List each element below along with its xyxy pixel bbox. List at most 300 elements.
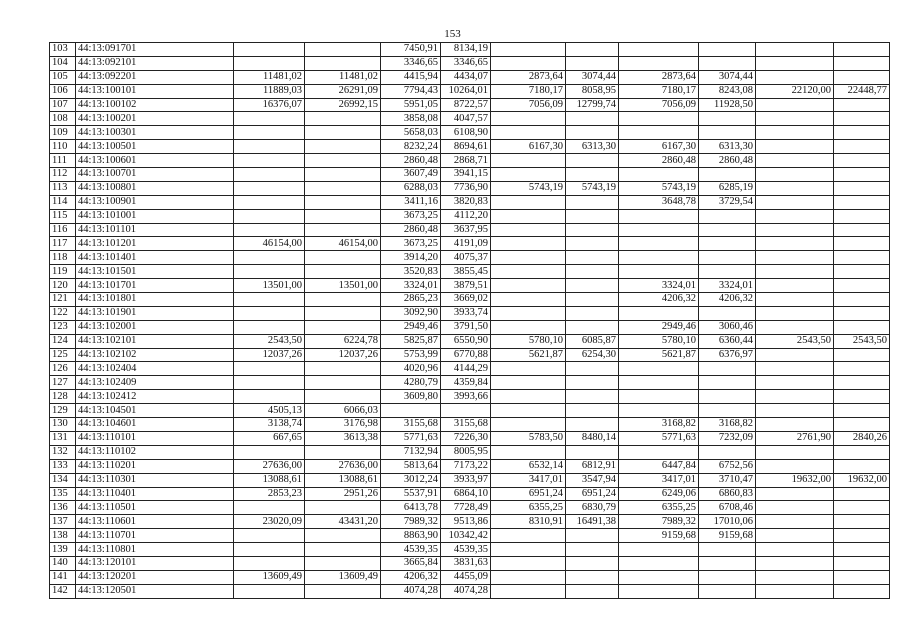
value-cell [234,529,305,543]
row-number-cell: 139 [50,543,76,557]
value-cell [305,195,381,209]
value-cell [756,223,834,237]
value-cell: 3074,44 [566,70,619,84]
value-cell [834,279,890,293]
value-cell [699,168,756,182]
value-cell [619,306,699,320]
value-cell: 3729,54 [699,195,756,209]
value-cell [699,112,756,126]
value-cell [619,168,699,182]
value-cell [234,265,305,279]
cadastral-code-cell: 44:13:101701 [76,279,234,293]
value-cell [566,306,619,320]
cadastral-code-cell: 44:13:110102 [76,445,234,459]
value-cell: 3607,49 [381,168,441,182]
value-cell [834,348,890,362]
value-cell [566,570,619,584]
value-cell: 6313,30 [699,140,756,154]
cadastral-code-cell: 44:13:110801 [76,543,234,557]
value-cell [566,195,619,209]
table-row [50,529,890,543]
value-cell [566,168,619,182]
value-cell: 3933,74 [441,306,491,320]
value-cell: 6708,46 [699,501,756,515]
row-number-cell: 118 [50,251,76,265]
value-cell: 6254,30 [566,348,619,362]
value-cell: 6285,19 [699,181,756,195]
value-cell [491,584,566,598]
value-cell: 5951,05 [381,98,441,112]
value-cell: 3520,83 [381,265,441,279]
table-row [50,265,890,279]
value-cell: 5783,50 [491,431,566,445]
value-cell: 27636,00 [305,459,381,473]
table-row [50,56,890,70]
table-row [50,251,890,265]
value-cell [305,154,381,168]
value-cell [834,195,890,209]
value-cell: 11928,50 [699,98,756,112]
cadastral-code-cell: 44:13:101201 [76,237,234,251]
value-cell [491,126,566,140]
value-cell [305,112,381,126]
value-cell [756,529,834,543]
value-cell: 8694,61 [441,140,491,154]
value-cell: 3673,25 [381,209,441,223]
cadastral-code-cell: 44:13:092101 [76,56,234,70]
value-cell [491,529,566,543]
value-cell [234,154,305,168]
row-number-cell: 113 [50,181,76,195]
value-cell [305,181,381,195]
value-cell [234,126,305,140]
row-number-cell: 140 [50,556,76,570]
value-cell: 5743,19 [491,181,566,195]
value-cell [305,543,381,557]
table-row [50,487,890,501]
table-row [50,543,890,557]
value-cell: 10264,01 [441,84,491,98]
row-number-cell: 130 [50,418,76,432]
value-cell [566,43,619,57]
value-cell: 7232,09 [699,431,756,445]
value-cell [834,487,890,501]
cadastral-code-cell: 44:13:102101 [76,334,234,348]
value-cell [566,112,619,126]
value-cell: 12799,74 [566,98,619,112]
value-cell: 2873,64 [619,70,699,84]
value-cell: 3547,94 [566,473,619,487]
value-cell [234,168,305,182]
value-cell [699,251,756,265]
value-cell: 2873,64 [491,70,566,84]
value-cell [491,265,566,279]
value-cell: 5771,63 [381,431,441,445]
value-cell: 3092,90 [381,306,441,320]
row-number-cell: 119 [50,265,76,279]
table-row [50,98,890,112]
value-cell: 22448,77 [834,84,890,98]
row-number-cell: 122 [50,306,76,320]
value-cell [834,570,890,584]
row-number-cell: 116 [50,223,76,237]
cadastral-code-cell: 44:13:100501 [76,140,234,154]
value-cell: 8722,57 [441,98,491,112]
table-row [50,418,890,432]
value-cell: 3176,98 [305,418,381,432]
value-cell [699,584,756,598]
value-cell: 3858,08 [381,112,441,126]
value-cell: 6360,44 [699,334,756,348]
row-number-cell: 117 [50,237,76,251]
value-cell [234,376,305,390]
value-cell [491,56,566,70]
row-number-cell: 123 [50,320,76,334]
value-cell: 4505,13 [234,404,305,418]
value-cell [756,459,834,473]
value-cell: 2860,48 [619,154,699,168]
value-cell [756,209,834,223]
value-cell: 5537,91 [381,487,441,501]
value-cell: 9159,68 [699,529,756,543]
table-row [50,348,890,362]
value-cell [834,98,890,112]
row-number-cell: 121 [50,293,76,307]
row-number-cell: 131 [50,431,76,445]
value-cell [834,154,890,168]
cadastral-code-cell: 44:13:110501 [76,501,234,515]
value-cell: 7180,17 [619,84,699,98]
value-cell: 3648,78 [619,195,699,209]
value-cell [756,43,834,57]
value-cell: 5825,87 [381,334,441,348]
value-cell: 17010,06 [699,515,756,529]
value-cell [619,584,699,598]
value-cell [699,404,756,418]
value-cell: 5621,87 [491,348,566,362]
value-cell: 6951,24 [491,487,566,501]
value-cell [834,209,890,223]
value-cell: 13501,00 [305,279,381,293]
cadastral-code-cell: 44:13:110301 [76,473,234,487]
value-cell [756,376,834,390]
value-cell: 7132,94 [381,445,441,459]
value-cell [756,154,834,168]
value-cell: 667,65 [234,431,305,445]
value-cell [699,306,756,320]
value-cell [491,376,566,390]
cadastral-code-cell: 44:13:100102 [76,98,234,112]
value-cell: 9159,68 [619,529,699,543]
value-cell [619,237,699,251]
value-cell [234,390,305,404]
value-cell [756,362,834,376]
value-cell: 9513,86 [441,515,491,529]
value-cell [305,529,381,543]
value-cell: 6951,24 [566,487,619,501]
data-table [49,42,890,599]
value-cell [834,223,890,237]
value-cell [566,251,619,265]
value-cell [699,556,756,570]
value-cell: 26992,15 [305,98,381,112]
value-cell: 2949,46 [619,320,699,334]
value-cell: 19632,00 [756,473,834,487]
row-number-cell: 126 [50,362,76,376]
table-row [50,237,890,251]
row-number-cell: 132 [50,445,76,459]
value-cell: 3411,16 [381,195,441,209]
value-cell [491,154,566,168]
value-cell [834,376,890,390]
table-row [50,584,890,598]
value-cell [834,404,890,418]
value-cell: 7056,09 [491,98,566,112]
row-number-cell: 115 [50,209,76,223]
value-cell [305,556,381,570]
value-cell [566,362,619,376]
value-cell: 8005,95 [441,445,491,459]
value-cell [756,126,834,140]
value-cell: 6355,25 [619,501,699,515]
value-cell: 8480,14 [566,431,619,445]
value-cell [834,459,890,473]
value-cell [834,543,890,557]
value-cell [619,251,699,265]
value-cell [491,320,566,334]
value-cell [381,404,441,418]
table-row [50,43,890,57]
value-cell [756,348,834,362]
value-cell: 4075,37 [441,251,491,265]
value-cell: 19632,00 [834,473,890,487]
value-cell [234,362,305,376]
value-cell [834,501,890,515]
value-cell: 16376,07 [234,98,305,112]
cadastral-code-cell: 44:13:110101 [76,431,234,445]
value-cell: 4539,35 [381,543,441,557]
value-cell: 6447,84 [619,459,699,473]
cadastral-code-cell: 44:13:102409 [76,376,234,390]
value-cell [566,445,619,459]
table-row [50,431,890,445]
value-cell [566,320,619,334]
value-cell: 6085,87 [566,334,619,348]
value-cell [566,390,619,404]
value-cell [566,154,619,168]
value-cell [491,556,566,570]
value-cell [756,515,834,529]
value-cell: 7056,09 [619,98,699,112]
value-cell: 3820,83 [441,195,491,209]
value-cell: 3855,45 [441,265,491,279]
value-cell [491,43,566,57]
value-cell [834,515,890,529]
page-number: 153 [444,28,461,40]
value-cell: 6413,78 [381,501,441,515]
row-number-cell: 141 [50,570,76,584]
row-number-cell: 110 [50,140,76,154]
value-cell: 3933,97 [441,473,491,487]
value-cell: 3637,95 [441,223,491,237]
value-cell [566,404,619,418]
table-row [50,168,890,182]
value-cell: 3609,80 [381,390,441,404]
value-cell: 3074,44 [699,70,756,84]
value-cell: 6167,30 [491,140,566,154]
value-cell [234,223,305,237]
value-cell: 5753,99 [381,348,441,362]
value-cell [234,140,305,154]
cadastral-code-cell: 44:13:102001 [76,320,234,334]
value-cell: 6355,25 [491,501,566,515]
value-cell: 6532,14 [491,459,566,473]
value-cell: 3346,65 [441,56,491,70]
value-cell [619,390,699,404]
value-cell: 3346,65 [381,56,441,70]
value-cell [756,320,834,334]
cadastral-code-cell: 44:13:100701 [76,168,234,182]
value-cell [305,306,381,320]
value-cell: 22120,00 [756,84,834,98]
value-cell [834,584,890,598]
value-cell [566,543,619,557]
cadastral-code-cell: 44:13:104501 [76,404,234,418]
value-cell: 23020,09 [234,515,305,529]
value-cell [756,543,834,557]
value-cell: 5813,64 [381,459,441,473]
value-cell [834,529,890,543]
value-cell [491,168,566,182]
value-cell [566,223,619,237]
table-row [50,154,890,168]
value-cell: 8243,08 [699,84,756,98]
value-cell [834,320,890,334]
value-cell [234,209,305,223]
table-row [50,306,890,320]
value-cell: 7728,49 [441,501,491,515]
cadastral-code-cell: 44:13:120501 [76,584,234,598]
value-cell [756,306,834,320]
value-cell [305,168,381,182]
value-cell [699,390,756,404]
value-cell [619,56,699,70]
value-cell [491,418,566,432]
value-cell: 6830,79 [566,501,619,515]
value-cell: 7736,90 [441,181,491,195]
value-cell [305,140,381,154]
value-cell [491,209,566,223]
value-cell [234,251,305,265]
value-cell [491,279,566,293]
value-cell [756,501,834,515]
value-cell: 46154,00 [305,237,381,251]
value-cell [756,570,834,584]
value-cell: 2543,50 [834,334,890,348]
value-cell: 43431,20 [305,515,381,529]
row-number-cell: 124 [50,334,76,348]
value-cell [234,43,305,57]
value-cell [756,98,834,112]
table-row [50,556,890,570]
value-cell: 2543,50 [234,334,305,348]
row-number-cell: 125 [50,348,76,362]
table-row [50,334,890,348]
value-cell [566,293,619,307]
value-cell [566,584,619,598]
value-cell [834,418,890,432]
value-cell [756,195,834,209]
value-cell [619,362,699,376]
value-cell [699,362,756,376]
value-cell [619,556,699,570]
value-cell [756,404,834,418]
value-cell: 5771,63 [619,431,699,445]
value-cell: 3324,01 [699,279,756,293]
value-cell [834,445,890,459]
row-number-cell: 114 [50,195,76,209]
value-cell [566,126,619,140]
value-cell: 6249,06 [619,487,699,501]
value-cell: 2853,23 [234,487,305,501]
value-cell [305,126,381,140]
value-cell: 4434,07 [441,70,491,84]
value-cell: 4280,79 [381,376,441,390]
value-cell [305,445,381,459]
cadastral-code-cell: 44:13:101001 [76,209,234,223]
value-cell: 4020,96 [381,362,441,376]
value-cell: 3168,82 [699,418,756,432]
table-row [50,112,890,126]
value-cell: 13088,61 [305,473,381,487]
value-cell: 13088,61 [234,473,305,487]
value-cell [566,209,619,223]
table-row [50,376,890,390]
value-cell: 13501,00 [234,279,305,293]
value-cell [305,251,381,265]
cadastral-code-cell: 44:13:110701 [76,529,234,543]
value-cell [491,223,566,237]
value-cell [756,487,834,501]
value-cell: 4206,32 [699,293,756,307]
cadastral-code-cell: 44:13:100801 [76,181,234,195]
value-cell [566,556,619,570]
value-cell: 7226,30 [441,431,491,445]
value-cell: 2860,48 [381,154,441,168]
value-cell [699,376,756,390]
value-cell [566,56,619,70]
value-cell: 5780,10 [619,334,699,348]
value-cell [834,237,890,251]
value-cell [619,445,699,459]
table-row [50,320,890,334]
value-cell [491,112,566,126]
value-cell [305,293,381,307]
value-cell: 8058,95 [566,84,619,98]
value-cell: 2949,46 [381,320,441,334]
value-cell: 6860,83 [699,487,756,501]
value-cell: 4206,32 [619,293,699,307]
value-cell: 12037,26 [234,348,305,362]
value-cell [834,56,890,70]
value-cell: 6376,97 [699,348,756,362]
value-cell [619,404,699,418]
value-cell: 2761,90 [756,431,834,445]
cadastral-code-cell: 44:13:101401 [76,251,234,265]
cadastral-code-cell: 44:13:101901 [76,306,234,320]
value-cell [756,112,834,126]
value-cell: 5743,19 [566,181,619,195]
